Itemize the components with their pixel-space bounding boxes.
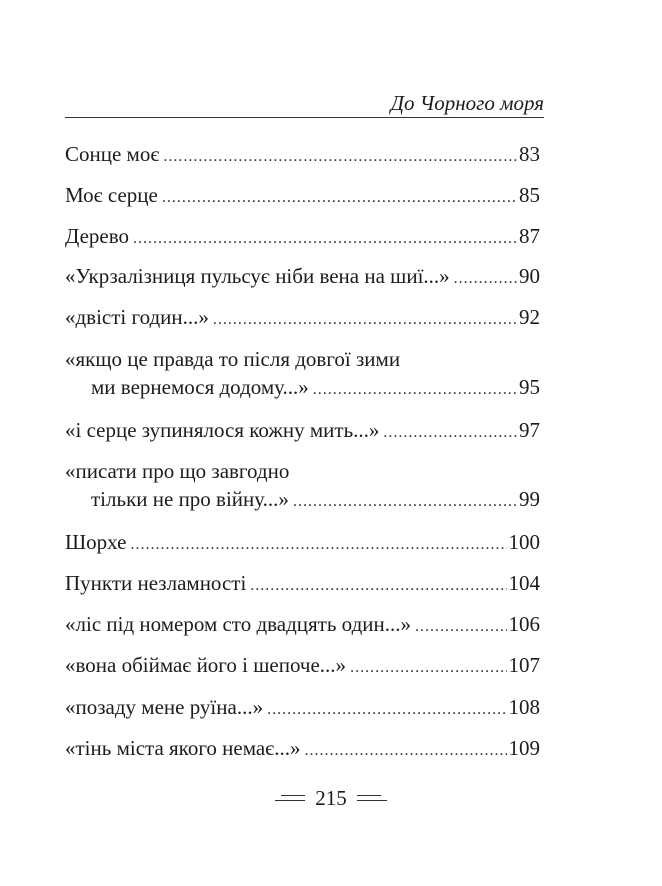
toc-entry[interactable]: [65, 417, 540, 446]
toc-entry-page: 83: [519, 142, 540, 166]
toc-entry-title: Моє серце: [65, 183, 158, 207]
dot-leader: [304, 738, 506, 764]
dot-leader: [133, 226, 517, 252]
toc-entry[interactable]: [65, 570, 540, 599]
toc-entry-title: «позаду мене руїна...»: [65, 695, 264, 719]
toc-entry-title: тільки не про війну...»: [91, 487, 289, 511]
toc-entry-title: «Укрзалізниця пульсує ніби вена на шиї...»: [65, 264, 450, 288]
toc-entry-title: Шорхе: [65, 530, 127, 554]
dot-leader: [250, 573, 506, 599]
toc-entry-page: 106: [508, 612, 540, 636]
dot-leader: [350, 655, 506, 681]
dot-leader: [162, 185, 517, 211]
header-rule: [65, 117, 544, 118]
dot-leader: [454, 266, 517, 292]
toc-entry[interactable]: [65, 735, 540, 764]
toc-entry-page: 108: [508, 695, 540, 719]
dot-leader: [163, 144, 517, 170]
toc-entry[interactable]: [65, 223, 540, 252]
toc-entry-title-line1[interactable]: «якщо це правда то після довгої зими: [65, 347, 401, 371]
page-footer: [0, 785, 662, 811]
toc-entry[interactable]: [65, 141, 540, 170]
folio-ornament-right: [357, 793, 387, 803]
toc-entry[interactable]: [91, 374, 540, 403]
dot-leader: [415, 614, 507, 640]
toc-entry-title: Дерево: [65, 224, 129, 248]
dot-leader: [213, 307, 517, 333]
toc-entry[interactable]: [65, 529, 540, 558]
toc-entry-page: 97: [519, 418, 540, 442]
toc-entry-page: 99: [519, 487, 540, 511]
toc-entry-title-line1[interactable]: «писати про що завгодно: [65, 459, 290, 483]
toc-entry-page: 92: [519, 305, 540, 329]
toc-entry-page: 107: [508, 653, 540, 677]
toc-entry-page: 109: [508, 736, 540, 760]
toc-entry-title: «тінь міста якого немає...»: [65, 736, 301, 760]
dot-leader: [383, 420, 517, 446]
toc-entry-title: ми вернемося додому...»: [91, 375, 309, 399]
dot-leader: [130, 532, 506, 558]
toc-entry-title: «і серце зупинялося кожну мить...»: [65, 418, 380, 442]
toc-entry[interactable]: [65, 694, 540, 723]
toc-entry-page: 85: [519, 183, 540, 207]
toc-entry-page: 104: [508, 571, 540, 595]
toc-entry[interactable]: [65, 182, 540, 211]
toc-entry-title: Сонце моє: [65, 142, 160, 166]
toc-entry[interactable]: [65, 652, 540, 681]
toc-entry[interactable]: [65, 611, 540, 640]
folio-ornament-left: [275, 793, 305, 803]
toc-entry-title: Пункти незламності: [65, 571, 247, 595]
page-number: 215: [315, 786, 347, 810]
toc-entry-title: «ліс під номером сто двадцять один...»: [65, 612, 411, 636]
toc-entry[interactable]: [65, 304, 540, 333]
toc-entry-page: 87: [519, 224, 540, 248]
running-head: До Чорного моря: [390, 91, 544, 115]
dot-leader: [313, 377, 517, 403]
toc-entry-title: «вона обіймає його і шепоче...»: [65, 653, 347, 677]
toc-entry[interactable]: [65, 263, 540, 292]
toc-entry-page: 100: [508, 530, 540, 554]
toc-entry-page: 90: [519, 264, 540, 288]
toc-entry-title: «двісті годин...»: [65, 305, 209, 329]
toc-entry[interactable]: [91, 486, 540, 515]
dot-leader: [293, 489, 517, 515]
dot-leader: [267, 697, 506, 723]
toc-entry-page: 95: [519, 375, 540, 399]
